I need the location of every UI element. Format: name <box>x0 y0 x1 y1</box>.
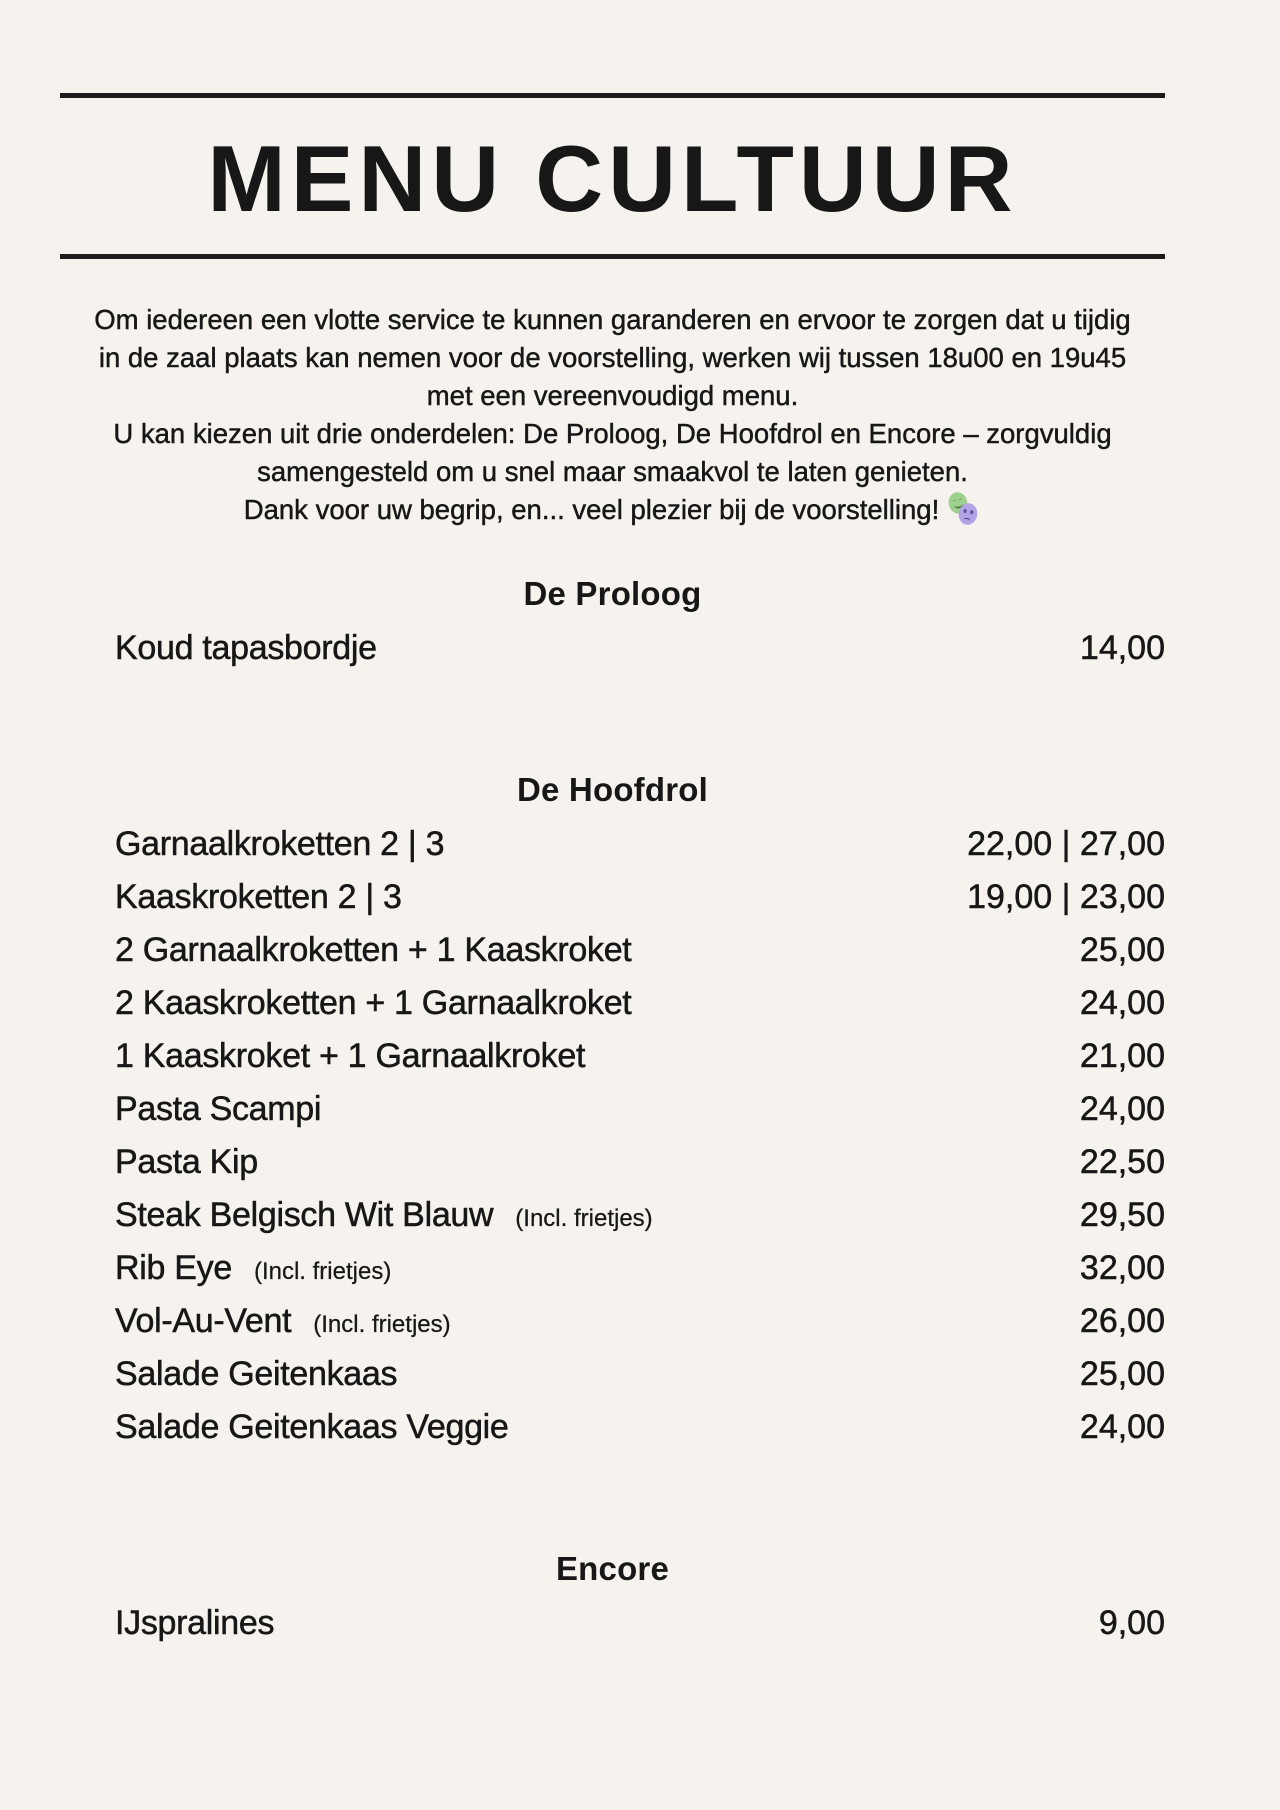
menu-item-row <box>60 1597 1165 1650</box>
item-price: 25,00 <box>1079 1354 1165 1393</box>
item-note: (Incl. frietjes) <box>253 1257 392 1285</box>
menu-item-row <box>60 818 1165 871</box>
item-name: 2 Kaaskroketten + 1 Garnaalkroket <box>115 983 632 1022</box>
menu-item-row <box>60 622 1165 675</box>
menu-item-row <box>60 1348 1165 1401</box>
header-bottom-rule <box>60 254 1165 259</box>
menu-item-row <box>60 1242 1165 1295</box>
menu-item-row <box>60 977 1165 1030</box>
section-encore <box>60 1550 1165 1650</box>
menu-item-row <box>60 1401 1165 1454</box>
menu-item-row <box>60 1030 1165 1083</box>
item-price: 25,00 <box>1079 930 1165 969</box>
menu-item-row <box>60 1189 1165 1242</box>
menu-item-row <box>60 924 1165 977</box>
section-title: De Hoofdrol <box>516 770 708 808</box>
item-price: 32,00 <box>1079 1248 1165 1287</box>
item-list <box>60 622 1165 675</box>
item-name <box>115 1196 653 1235</box>
item-price: 24,00 <box>1079 1089 1165 1128</box>
intro-line: U kan kiezen uit drie onderdelen: De Proloog, De Hoofdrol en Encore – zorgvuldig <box>113 417 1112 449</box>
item-name: Pasta Kip <box>115 1142 258 1181</box>
menu-title: MENU CULTUUR <box>207 126 1018 231</box>
item-price: 29,50 <box>1079 1195 1165 1234</box>
item-name: IJspralines <box>115 1603 275 1642</box>
item-note: (Incl. frietjes) <box>313 1310 451 1338</box>
item-name-text: Vol-Au-Vent <box>115 1301 292 1340</box>
item-price: 22,00 | 27,00 <box>967 824 1165 863</box>
intro-line: samengesteld om u snel maar smaakvol te laten genieten. <box>257 455 968 487</box>
item-list <box>60 818 1165 1454</box>
item-name <box>115 1302 451 1341</box>
item-price: 24,00 <box>1079 1407 1165 1446</box>
section-hoofdrol <box>60 771 1165 1454</box>
item-name: Salade Geitenkaas <box>115 1354 398 1393</box>
item-list <box>60 1597 1165 1650</box>
item-price: 9,00 <box>1098 1603 1165 1642</box>
intro-line: in de zaal plaats kan nemen voor de voorstelling, werken wij tussen 18u00 en 19u45 <box>98 341 1127 373</box>
item-name: Salade Geitenkaas Veggie <box>115 1407 509 1446</box>
menu-item-row <box>60 1295 1165 1348</box>
item-price: 21,00 <box>1079 1036 1165 1075</box>
intro-line: Om iedereen een vlotte service te kunnen garanderen en ervoor te zorgen dat u tijdig <box>94 303 1131 335</box>
menu-item-row <box>60 1136 1165 1189</box>
theater-masks-icon <box>945 491 981 527</box>
intro-line <box>60 491 1165 529</box>
section-proloog <box>60 575 1165 675</box>
item-name: 2 Garnaalkroketten + 1 Kaaskroket <box>115 930 632 969</box>
item-name-text: Steak Belgisch Wit Blauw <box>115 1195 494 1234</box>
item-note: (Incl. frietjes) <box>515 1204 653 1232</box>
item-price: 22,50 <box>1079 1142 1165 1181</box>
menu-item-row <box>60 871 1165 924</box>
item-name: Pasta Scampi <box>115 1089 322 1128</box>
item-price: 26,00 <box>1079 1301 1165 1340</box>
item-name <box>115 1249 391 1288</box>
section-title: De Proloog <box>523 574 702 612</box>
item-name: 1 Kaaskroket + 1 Garnaalkroket <box>115 1036 586 1075</box>
menu-item-row <box>60 1083 1165 1136</box>
item-name: Garnaalkroketten 2 | 3 <box>115 824 445 863</box>
header-top-rule <box>60 93 1165 98</box>
item-name: Kaaskroketten 2 | 3 <box>115 877 402 916</box>
intro-paragraph <box>60 301 1165 529</box>
item-price: 14,00 <box>1079 628 1165 667</box>
intro-thanks-text: Dank voor uw begrip, en... veel plezier bij de voorstelling! <box>243 493 940 525</box>
item-price: 24,00 <box>1079 983 1165 1022</box>
intro-line: met een vereenvoudigd menu. <box>426 379 799 411</box>
item-price: 19,00 | 23,00 <box>967 877 1165 916</box>
item-name: Koud tapasbordje <box>115 628 377 667</box>
section-title: Encore <box>555 1549 670 1587</box>
item-name-text: Rib Eye <box>115 1248 232 1287</box>
